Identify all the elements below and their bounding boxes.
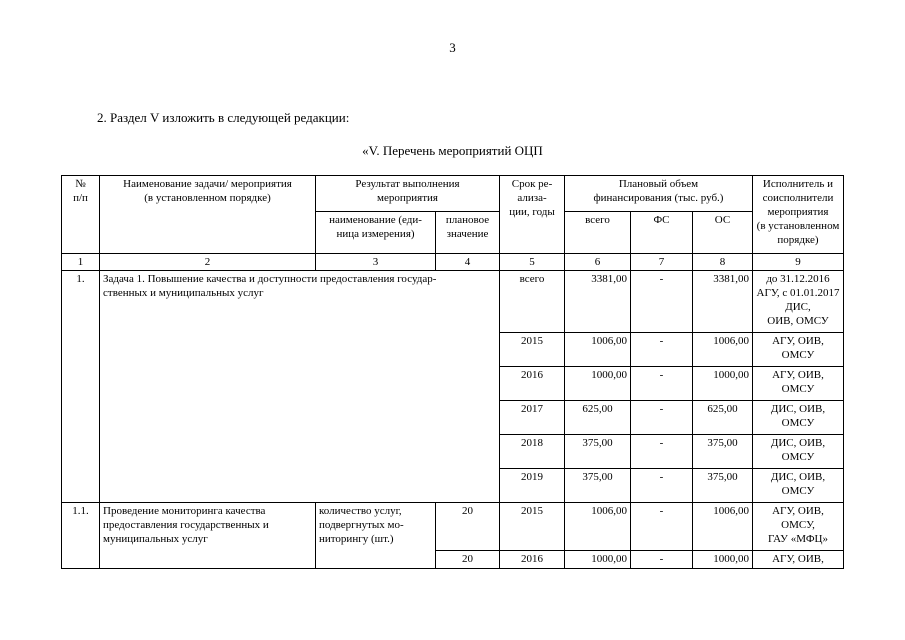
row-os: 375,00 (693, 469, 753, 503)
row-executor: АГУ, ОИВ, ОМСУ (753, 367, 844, 401)
section-title: «V. Перечень мероприятий ОЦП (362, 143, 543, 158)
row-total: 1000,00 (565, 367, 631, 401)
row-total: 375,00 (565, 469, 631, 503)
col-number: 9 (753, 254, 844, 271)
col-number: 4 (436, 254, 500, 271)
row-total: 1006,00 (565, 333, 631, 367)
header-name: Наименование задачи/ мероприятия (в установленном порядке) (100, 176, 316, 254)
row-os: 1006,00 (693, 333, 753, 367)
row-year: 2016 (500, 367, 565, 401)
row-os: 625,00 (693, 401, 753, 435)
table-row (62, 271, 844, 333)
row-os: 1006,00 (693, 503, 753, 551)
task-number: 1. (62, 271, 100, 503)
item-number: 1.1. (62, 503, 100, 569)
row-executor: АГУ, ОИВ, ОМСУ, ГАУ «МФЦ» (753, 503, 844, 551)
col-number: 6 (565, 254, 631, 271)
row-executor: АГУ, ОИВ, (753, 551, 844, 569)
header-result-name: наименование (еди- ница измерения) (316, 212, 436, 254)
row-executor: ДИС, ОИВ, ОМСУ (753, 469, 844, 503)
row-year: 2015 (500, 503, 565, 551)
row-os: 375,00 (693, 435, 753, 469)
header-total: всего (565, 212, 631, 254)
row-executor: ДИС, ОИВ, ОМСУ (753, 401, 844, 435)
row-total: 1000,00 (565, 551, 631, 569)
col-number: 8 (693, 254, 753, 271)
row-os: 3381,00 (693, 271, 753, 333)
row-fs: - (631, 271, 693, 333)
row-fs: - (631, 333, 693, 367)
task-name: Задача 1. Повышение качества и доступности предоставления государ- ственных и муниципальных услуг (100, 271, 500, 503)
row-plan: 20 (436, 503, 500, 551)
item-result-name: количество услуг, подвергнутых мо- ниторингу (шт.) (316, 503, 436, 569)
row-fs: - (631, 435, 693, 469)
row-total: 1006,00 (565, 503, 631, 551)
header-num: № п/п (62, 176, 100, 254)
row-fs: - (631, 367, 693, 401)
table-row (62, 503, 844, 551)
col-number: 3 (316, 254, 436, 271)
header-fs: ФС (631, 212, 693, 254)
row-year: 2015 (500, 333, 565, 367)
row-total: 375,00 (565, 435, 631, 469)
row-fs: - (631, 551, 693, 569)
row-year: 2017 (500, 401, 565, 435)
row-executor: АГУ, ОИВ, ОМСУ (753, 333, 844, 367)
header-result-plan: плановое значение (436, 212, 500, 254)
intro-paragraph: 2. Раздел V изложить в следующей редакции: (97, 110, 350, 125)
header-finance: Плановый объем финансирования (тыс. руб.) (565, 176, 753, 212)
row-fs: - (631, 503, 693, 551)
row-total: 625,00 (565, 401, 631, 435)
col-number: 2 (100, 254, 316, 271)
row-plan: 20 (436, 551, 500, 569)
header-term: Срок ре- ализа- ции, годы (500, 176, 565, 254)
row-os: 1000,00 (693, 367, 753, 401)
row-year: 2019 (500, 469, 565, 503)
page-number: 3 (449, 40, 456, 55)
col-number: 7 (631, 254, 693, 271)
row-year: 2018 (500, 435, 565, 469)
row-executor: ДИС, ОИВ, ОМСУ (753, 435, 844, 469)
header-executor: Исполнитель и соисполнители мероприятия (в установленном порядке) (753, 176, 844, 254)
row-executor: до 31.12.2016 АГУ, с 01.01.2017 ДИС, ОИВ, ОМСУ (753, 271, 844, 333)
row-year: всего (500, 271, 565, 333)
row-fs: - (631, 401, 693, 435)
row-os: 1000,00 (693, 551, 753, 569)
col-number: 1 (62, 254, 100, 271)
col-number: 5 (500, 254, 565, 271)
row-fs: - (631, 469, 693, 503)
activities-table (61, 175, 844, 569)
header-os: ОС (693, 212, 753, 254)
row-total: 3381,00 (565, 271, 631, 333)
item-name: Проведение мониторинга качества предоставления государственных и муниципальных услуг (100, 503, 316, 569)
header-result: Результат выполнения мероприятия (316, 176, 500, 212)
row-year: 2016 (500, 551, 565, 569)
